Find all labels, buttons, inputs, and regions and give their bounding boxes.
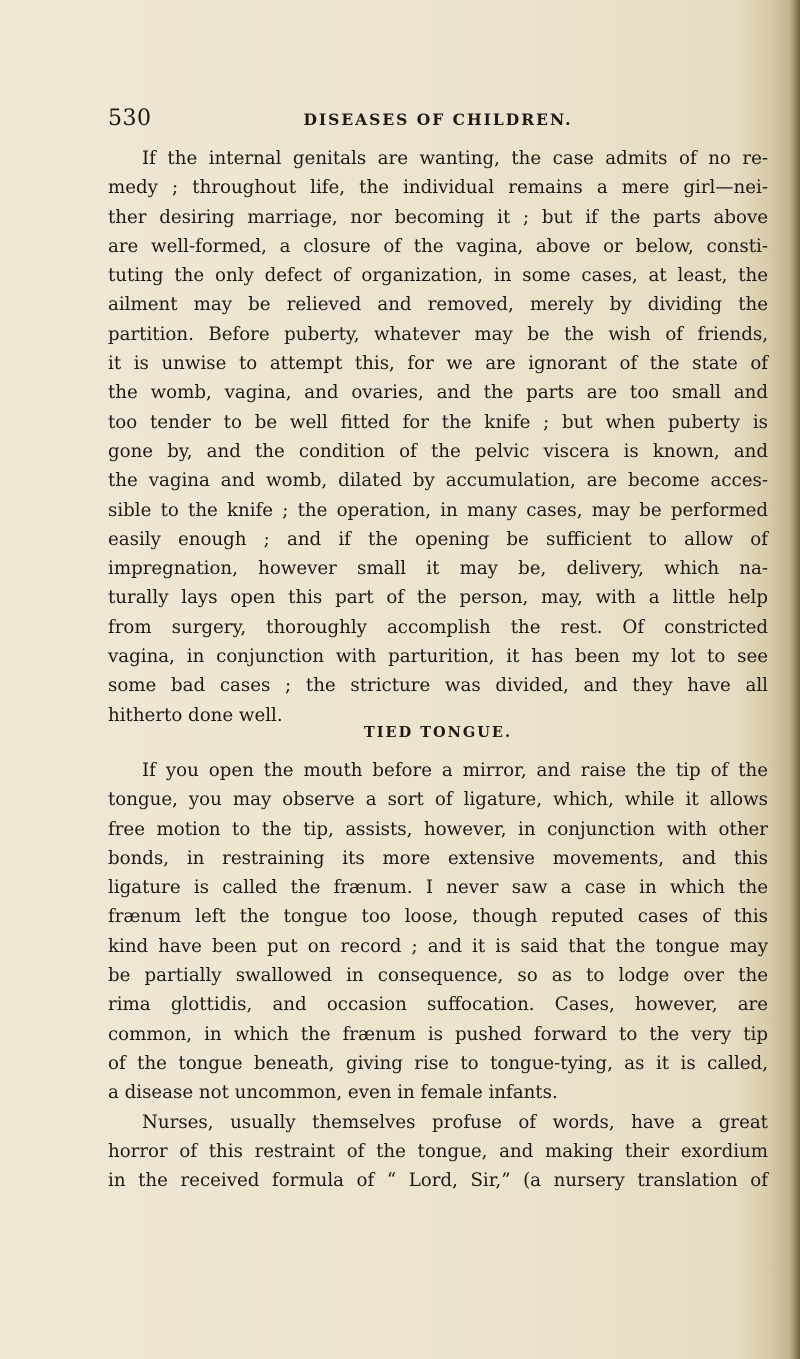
page-number: 530 <box>108 106 152 131</box>
running-title: DISEASES OF CHILDREN. <box>303 110 573 129</box>
text-line: frænum left the tongue too loose, though reputed cases of this <box>108 906 768 928</box>
text-line: sible to the knife ; the operation, in many cases, may be performed <box>108 499 768 521</box>
paragraph-tied-tongue <box>108 756 768 1195</box>
section-heading: TIED TONGUE. <box>363 724 513 741</box>
text-line: from surgery, thoroughly accomplish the rest. Of constricted <box>108 616 768 638</box>
text-line: a disease not uncommon, even in female infants. <box>108 1082 558 1104</box>
text-line: too tender to be well fitted for the knife ; but when puberty is <box>108 411 768 433</box>
text-line: of the tongue beneath, giving rise to tongue-tying, as it is called, <box>108 1052 768 1074</box>
text-line: medy ; throughout life, the individual remains a mere girl—nei- <box>108 177 768 199</box>
text-line: Nurses, usually themselves profuse of words, have a great <box>142 1111 768 1133</box>
text-line: some bad cases ; the stricture was divided, and they have all <box>108 675 768 697</box>
text-line: kind have been put on record ; and it is said that the tongue may <box>108 935 768 957</box>
text-line: tuting the only defect of organization, in some cases, at least, the <box>108 265 768 287</box>
text-line: bonds, in restraining its more extensive movements, and this <box>108 847 768 869</box>
text-line: tongue, you may observe a sort of ligature, which, while it allows <box>108 789 768 811</box>
text-line: gone by, and the condition of the pelvic viscera is known, and <box>108 440 768 462</box>
text-line: are well-formed, a closure of the vagina, above or below, consti- <box>108 235 768 257</box>
text-line: If the internal genitals are wanting, the case admits of no re- <box>142 148 768 169</box>
text-line: impregnation, however small it may be, delivery, which na- <box>108 558 768 580</box>
text-line: vagina, in conjunction with parturition, it has been my lot to see <box>108 646 768 668</box>
text-line: common, in which the frænum is pushed forward to the very tip <box>108 1023 768 1045</box>
text-line: partition. Before puberty, whatever may be the wish of friends, <box>108 323 768 345</box>
text-line: rima glottidis, and occasion suffocation. Cases, however, are <box>108 994 768 1016</box>
text-line: be partially swallowed in consequence, so as to lodge over the <box>108 965 768 987</box>
text-line: free motion to the tip, assists, however, in conjunction with other <box>108 818 768 840</box>
text-line: hitherto done well. <box>108 704 283 726</box>
text-line: ther desiring marriage, nor becoming it ; but if the parts above <box>108 206 768 228</box>
text-line: horror of this restraint of the tongue, and making their exordium <box>108 1140 768 1162</box>
text-line: turally lays open this part of the person, may, with a little help <box>108 587 768 609</box>
text-line: ligature is called the frænum. I never saw a case in which the <box>108 877 768 899</box>
paragraph-genitals <box>108 144 768 730</box>
text-line: ailment may be relieved and removed, merely by dividing the <box>108 294 768 316</box>
running-head <box>108 106 768 136</box>
text-line: in the received formula of “ Lord, Sir,” (a nursery translation of <box>108 1170 768 1192</box>
page-edge-shadow <box>788 0 800 1359</box>
text-line: the vagina and womb, dilated by accumulation, are become acces- <box>108 470 768 492</box>
text-line: it is unwise to attempt this, for we are ignorant of the state of <box>108 353 768 375</box>
text-line: easily enough ; and if the opening be sufficient to allow of <box>108 528 768 550</box>
text-line: If you open the mouth before a mirror, and raise the tip of the <box>142 760 768 781</box>
text-line: the womb, vagina, and ovaries, and the parts are too small and <box>108 382 768 404</box>
